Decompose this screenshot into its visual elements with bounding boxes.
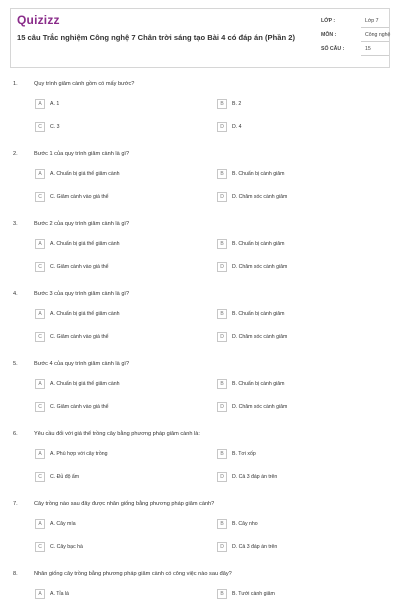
- meta-grade-value: Lớp 7: [365, 18, 379, 24]
- meta-divider: [361, 55, 389, 56]
- answer-option-c[interactable]: [35, 542, 83, 552]
- question-number: 6.: [13, 431, 18, 437]
- option-letter-box: D: [217, 122, 227, 132]
- answer-option-b[interactable]: [217, 309, 284, 319]
- option-text: D. Chăm sóc cành giâm: [232, 334, 288, 340]
- answer-option-b[interactable]: [217, 519, 258, 529]
- option-text: D. 4: [232, 124, 242, 130]
- question-number: 8.: [13, 571, 18, 577]
- question-text: Cây trồng nào sau đây được nhân giống bằng phương pháp giâm cành?: [34, 501, 215, 507]
- answer-option-b[interactable]: [217, 589, 275, 599]
- option-text: C. Giâm cành vào giá thể: [50, 334, 109, 340]
- meta-grade-key: LỚP :: [321, 18, 336, 24]
- option-letter-box: B: [217, 519, 227, 529]
- option-letter-box: C: [35, 262, 45, 272]
- answer-option-a[interactable]: [35, 449, 108, 459]
- answer-option-b[interactable]: [217, 169, 284, 179]
- option-letter-box: B: [217, 589, 227, 599]
- answer-option-b[interactable]: [217, 379, 284, 389]
- option-letter-box: C: [35, 192, 45, 202]
- question-text: Yêu cầu đối với giá thể trồng cây bằng phương pháp giâm cành là:: [34, 431, 200, 437]
- meta-subject-value: Công nghệ: [365, 32, 391, 38]
- meta-grade: [321, 15, 391, 28]
- option-letter-box: A: [35, 309, 45, 319]
- answer-option-b[interactable]: [217, 239, 284, 249]
- meta-count: [321, 43, 391, 56]
- answer-option-c[interactable]: [35, 192, 109, 202]
- meta-subject: [321, 29, 391, 42]
- question-text: Bước 1 của quy trình giâm cành là gì?: [34, 151, 130, 157]
- option-letter-box: D: [217, 402, 227, 412]
- option-letter-box: D: [217, 262, 227, 272]
- question-text: Nhân giống cây trồng bằng phương pháp giâm cành có công việc nào sau đây?: [34, 571, 232, 577]
- answer-option-b[interactable]: [217, 449, 256, 459]
- option-letter-box: A: [35, 99, 45, 109]
- answer-option-c[interactable]: [35, 402, 109, 412]
- option-letter-box: B: [217, 309, 227, 319]
- question-number: 2.: [13, 151, 18, 157]
- option-text: A. 1: [50, 101, 60, 107]
- option-text: C. Giâm cành vào giá thể: [50, 264, 109, 270]
- question-number: 3.: [13, 221, 18, 227]
- meta-count-value: 15: [365, 46, 371, 52]
- quizizz-logo: Quizizz: [17, 13, 60, 27]
- option-text: C. Cây bạc hà: [50, 544, 83, 550]
- option-text: B. Chuẩn bị cành giâm: [232, 241, 285, 247]
- option-text: B. Chuẩn bị cành giâm: [232, 171, 285, 177]
- option-letter-box: A: [35, 239, 45, 249]
- question-item: [0, 212, 400, 282]
- option-text: B. Chuẩn bị cành giâm: [232, 311, 285, 317]
- answer-option-a[interactable]: [35, 99, 59, 109]
- answer-option-d[interactable]: [217, 122, 242, 132]
- answer-option-a[interactable]: [35, 309, 120, 319]
- option-text: A. Chuẩn bị giá thể giâm cành: [50, 241, 120, 247]
- question-text: Bước 3 của quy trình giâm cành là gì?: [34, 291, 130, 297]
- option-text: A. Chuẩn bị giá thể giâm cành: [50, 171, 120, 177]
- answer-option-c[interactable]: [35, 332, 109, 342]
- option-letter-box: C: [35, 402, 45, 412]
- option-text: C. Đủ độ ẩm: [50, 474, 80, 480]
- answer-option-d[interactable]: [217, 402, 287, 412]
- option-text: A. Cây mía: [50, 521, 76, 527]
- answer-option-a[interactable]: [35, 519, 76, 529]
- option-text: A. Chuẩn bị giá thể giâm cành: [50, 311, 120, 317]
- option-text: D. Cả 3 đáp án trên: [232, 544, 278, 550]
- answer-option-c[interactable]: [35, 122, 60, 132]
- option-letter-box: B: [217, 239, 227, 249]
- option-letter-box: A: [35, 519, 45, 529]
- answer-option-d[interactable]: [217, 472, 277, 482]
- question-item: [0, 72, 400, 142]
- option-text: A. Chuẩn bị giá thể giâm cành: [50, 381, 120, 387]
- option-text: B. Tưới cành giâm: [232, 591, 275, 597]
- answer-option-a[interactable]: [35, 169, 120, 179]
- option-letter-box: C: [35, 542, 45, 552]
- answer-option-c[interactable]: [35, 262, 109, 272]
- option-letter-box: C: [35, 122, 45, 132]
- option-text: C. 3: [50, 124, 60, 130]
- question-item: [0, 142, 400, 212]
- option-text: B. 2: [232, 101, 242, 107]
- meta-subject-key: MÔN :: [321, 32, 337, 38]
- meta-divider: [361, 27, 389, 28]
- option-letter-box: B: [217, 379, 227, 389]
- question-item: [0, 282, 400, 352]
- question-number: 5.: [13, 361, 18, 367]
- option-letter-box: D: [217, 472, 227, 482]
- question-number: 4.: [13, 291, 18, 297]
- option-text: A. Tỉa lá: [50, 591, 69, 597]
- answer-option-d[interactable]: [217, 332, 287, 342]
- quiz-header: [10, 8, 390, 68]
- question-number: 7.: [13, 501, 18, 507]
- option-letter-box: C: [35, 472, 45, 482]
- answer-option-d[interactable]: [217, 262, 287, 272]
- option-letter-box: A: [35, 379, 45, 389]
- question-text: Bước 4 của quy trình giâm cành là gì?: [34, 361, 130, 367]
- question-item: [0, 352, 400, 422]
- option-letter-box: A: [35, 449, 45, 459]
- option-text: D. Chăm sóc cành giâm: [232, 264, 288, 270]
- answer-option-d[interactable]: [217, 542, 277, 552]
- answer-option-a[interactable]: [35, 589, 69, 599]
- answer-option-c[interactable]: [35, 472, 79, 482]
- answer-option-a[interactable]: [35, 239, 120, 249]
- option-text: D. Chăm sóc cành giâm: [232, 404, 288, 410]
- option-letter-box: B: [217, 99, 227, 109]
- meta-divider: [361, 41, 389, 42]
- question-number: 1.: [13, 81, 18, 87]
- question-text: Quy trình giâm cành gồm có mấy bước?: [34, 81, 135, 87]
- answer-option-a[interactable]: [35, 379, 120, 389]
- question-item: [0, 562, 400, 600]
- option-text: C. Giâm cành vào giá thể: [50, 404, 109, 410]
- option-text: D. Cả 3 đáp án trên: [232, 474, 278, 480]
- option-letter-box: A: [35, 169, 45, 179]
- question-text: Bước 2 của quy trình giâm cành là gì?: [34, 221, 130, 227]
- option-text: B. Tơi xốp: [232, 451, 256, 457]
- option-letter-box: D: [217, 542, 227, 552]
- option-text: A. Phù hợp với cây trồng: [50, 451, 108, 457]
- option-letter-box: B: [217, 169, 227, 179]
- question-item: [0, 422, 400, 492]
- option-text: D. Chăm sóc cành giâm: [232, 194, 288, 200]
- answer-option-d[interactable]: [217, 192, 287, 202]
- option-letter-box: A: [35, 589, 45, 599]
- question-item: [0, 492, 400, 562]
- answer-option-b[interactable]: [217, 99, 241, 109]
- option-text: B. Chuẩn bị cành giâm: [232, 381, 285, 387]
- option-letter-box: D: [217, 192, 227, 202]
- question-list: [0, 72, 400, 600]
- option-text: C. Giâm cành vào giá thể: [50, 194, 109, 200]
- option-letter-box: C: [35, 332, 45, 342]
- page-title: 15 câu Trắc nghiệm Công nghệ 7 Chân trời sáng tạo Bài 4 có đáp án (Phần 2): [17, 33, 295, 42]
- option-letter-box: D: [217, 332, 227, 342]
- meta-count-key: SỐ CÂU :: [321, 46, 345, 52]
- option-text: B. Cây nho: [232, 521, 258, 527]
- option-letter-box: B: [217, 449, 227, 459]
